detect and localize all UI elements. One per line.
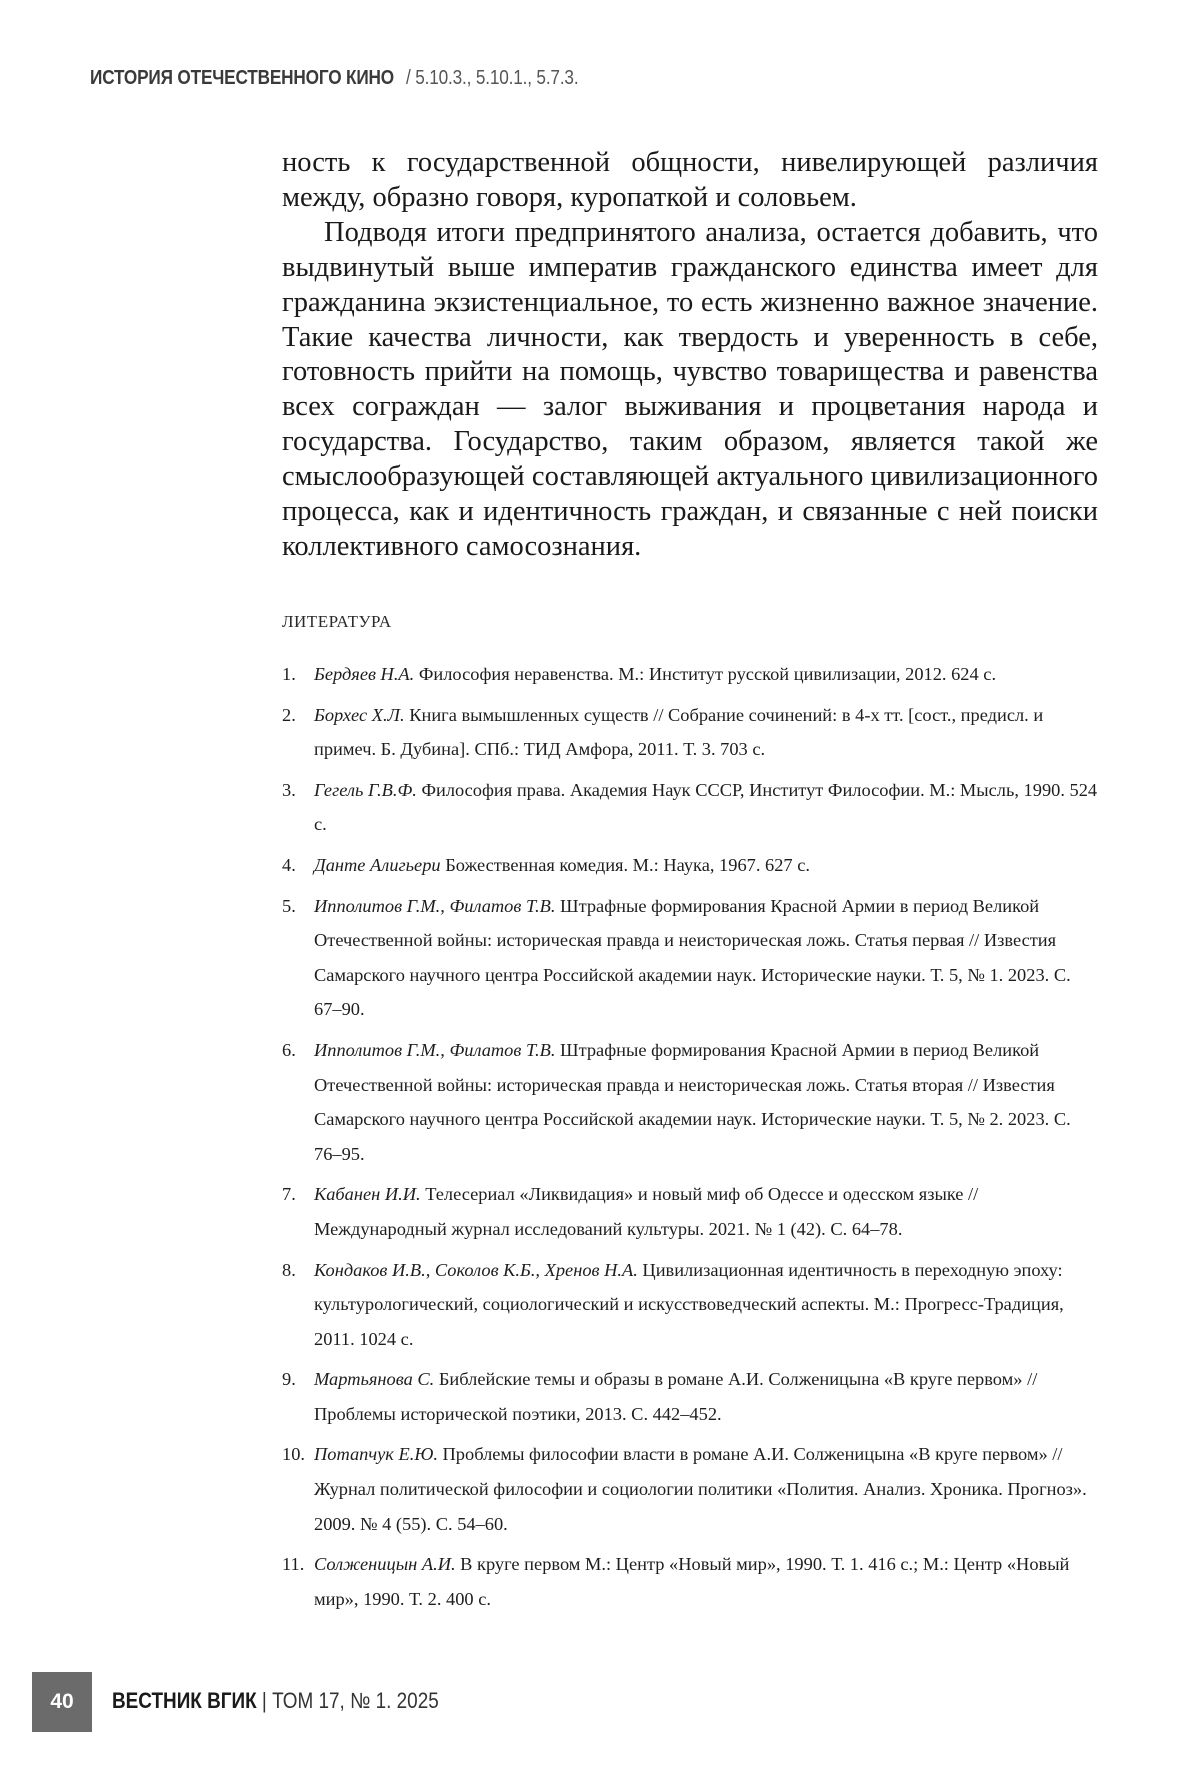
body-paragraph: Подводя итоги предпринятого анализа, остается добавить, что выдвинутый выше императив гражданского единства имеет для гражданина экзистенциальное, то есть жизненно важное значение. Такие качества личности, как твердость и уверенность в себе, готовность прийти на помощь, чувство товарищества и равенства всех сограждан — залог выживания и процветания народа и государства. Государство, таким образом, является такой же смыслообразующей составляющей актуального цивилизационного процесса, как и идентичность граждан, и связанные с ней поиски коллективного самосознания. xyxy=(282,216,1098,565)
body-paragraph: ность к государственной общности, нивелирующей различия между, образно говоря, куропаткой и соловьем. xyxy=(282,146,1098,216)
reference-item xyxy=(282,848,1102,883)
page-number: 40 xyxy=(32,1672,92,1732)
reference-number: 1. xyxy=(282,657,296,692)
article-body xyxy=(282,146,1098,565)
page-footer xyxy=(32,1672,632,1732)
reference-text: Философия права. Академия Наук СССР, Институт Философии. М.: Мысль, 1990. 524 с. xyxy=(314,780,1097,835)
reference-text: Библейские темы и образы в романе А.И. Солженицына «В круге первом» // Проблемы исторической поэтики, 2013. С. 442–452. xyxy=(314,1369,1037,1424)
header-subject-codes: / 5.10.3., 5.10.1., 5.7.3. xyxy=(406,64,578,92)
reference-item xyxy=(282,1177,1102,1246)
running-header xyxy=(90,64,606,92)
reference-item xyxy=(282,698,1102,767)
reference-text: Штрафные формирования Красной Армии в период Великой Отечественной войны: историческая правда и неисторическая ложь. Статья вторая // Известия Самарского научного центра Российской академии наук. Исторические науки. Т. 5, № 2. 2023. С. 76–95. xyxy=(314,1040,1071,1164)
reference-item xyxy=(282,1437,1102,1541)
reference-item xyxy=(282,1253,1102,1357)
reference-author: Данте Алигьери xyxy=(314,855,441,875)
reference-author: Ипполитов Г.М., Филатов Т.В. xyxy=(314,896,555,916)
reference-text: Штрафные формирования Красной Армии в период Великой Отечественной войны: историческая правда и неисторическая ложь. Статья первая // Известия Самарского научного центра Российской академии наук. Исторические науки. Т. 5, № 1. 2023. С. 67–90. xyxy=(314,896,1071,1020)
reference-author: Ипполитов Г.М., Филатов Т.В. xyxy=(314,1040,555,1060)
reference-author: Бердяев Н.А. xyxy=(314,664,414,684)
reference-number: 2. xyxy=(282,698,296,733)
reference-text: Телесериал «Ликвидация» и новый миф об Одессе и одесском языке // Международный журнал исследований культуры. 2021. № 1 (42). С. 64–78. xyxy=(314,1184,978,1239)
reference-author: Солженицын А.И. xyxy=(314,1554,456,1574)
reference-author: Кабанен И.И. xyxy=(314,1184,421,1204)
reference-number: 8. xyxy=(282,1253,296,1288)
reference-number: 3. xyxy=(282,773,296,808)
reference-author: Мартьянова С. xyxy=(314,1369,434,1389)
journal-volume: | ТОМ 17, № 1. 2025 xyxy=(257,1688,439,1713)
reference-item xyxy=(282,773,1102,842)
reference-text: В круге первом М.: Центр «Новый мир», 1990. Т. 1. 416 с.; М.: Центр «Новый мир», 1990. Т. 2. 400 с. xyxy=(314,1554,1069,1609)
reference-item xyxy=(282,1547,1102,1616)
literature-heading: ЛИТЕРАТУРА xyxy=(282,612,392,632)
reference-number: 7. xyxy=(282,1177,296,1212)
reference-number: 10. xyxy=(282,1437,305,1472)
reference-text: Божественная комедия. М.: Наука, 1967. 627 с. xyxy=(441,855,810,875)
reference-item xyxy=(282,657,1102,692)
reference-list xyxy=(282,657,1102,1622)
reference-text: Проблемы философии власти в романе А.И. Солженицына «В круге первом» // Журнал политической философии и социологии политики «Полития. Анализ. Хроника. Прогноз». 2009. № 4 (55). С. 54–60. xyxy=(314,1444,1087,1533)
journal-name: ВЕСТНИК ВГИК xyxy=(112,1688,257,1713)
journal-info xyxy=(112,1688,439,1714)
reference-author: Кондаков И.В., Соколов К.Б., Хренов Н.А. xyxy=(314,1260,638,1280)
reference-number: 9. xyxy=(282,1362,296,1397)
reference-number: 6. xyxy=(282,1033,296,1068)
reference-item xyxy=(282,1033,1102,1171)
reference-number: 4. xyxy=(282,848,296,883)
reference-author: Гегель Г.В.Ф. xyxy=(314,780,417,800)
reference-item xyxy=(282,889,1102,1027)
header-section-title: ИСТОРИЯ ОТЕЧЕСТВЕННОГО КИНО xyxy=(90,64,394,92)
reference-number: 5. xyxy=(282,889,296,924)
reference-text: Философия неравенства. М.: Институт русской цивилизации, 2012. 624 с. xyxy=(414,664,996,684)
reference-item xyxy=(282,1362,1102,1431)
reference-author: Борхес Х.Л. xyxy=(314,705,405,725)
reference-text: Книга вымышленных существ // Собрание сочинений: в 4-х тт. [сост., предисл. и примеч. Б. Дубина]. СПб.: ТИД Амфора, 2011. Т. 3. 703 с. xyxy=(314,705,1043,760)
reference-text: Цивилизационная идентичность в переходную эпоху: культурологический, социологический и искусствоведческий аспекты. М.: Прогресс-Традиция, 2011. 1024 с. xyxy=(314,1260,1064,1349)
reference-author: Потапчук Е.Ю. xyxy=(314,1444,438,1464)
reference-number: 11. xyxy=(282,1547,304,1582)
